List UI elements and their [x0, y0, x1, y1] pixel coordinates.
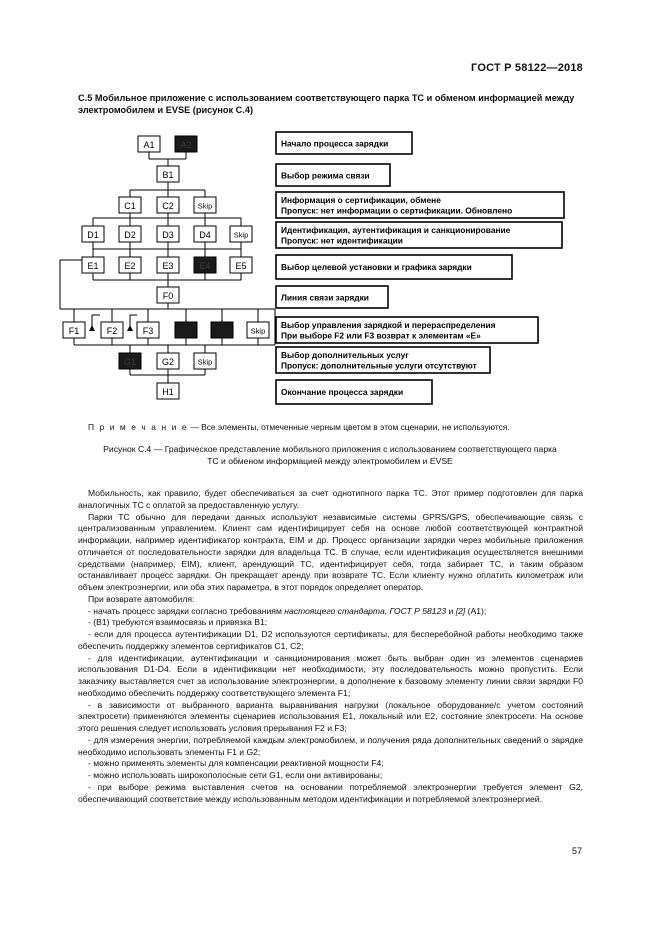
list-item-4: - для идентификации, аутентификации и санкционирования может быть выбран один из элементов сценариев использования D1-D4. Если в идентификации нет необходимости, эту последовательность можно пропустить. Если заказчику выставляется счет за использование электроэнергии, в дополнение к базовому элементу линии связи зарядки F0 необходимо обеспечить поддержку соответствующего элемента F1; — [78, 652, 583, 698]
standard-reference: настоящего стандарта, ГОСТ Р 58123 — [284, 605, 447, 616]
box-c1-label: C1 — [124, 201, 136, 211]
box-d4-label: D4 — [199, 230, 211, 240]
figure-note — [88, 422, 588, 432]
box-e5-label: E5 — [235, 261, 247, 271]
body-text — [78, 488, 583, 805]
box-c-skip-label: Skip — [197, 201, 213, 211]
figure-caption — [30, 444, 630, 467]
box-d-skip-label: Skip — [233, 230, 249, 240]
bibliography-reference: [2] — [455, 605, 466, 616]
label-control-2: При выборе F2 или F3 возврат к элементам «E» — [281, 330, 481, 341]
list-item-1-mid: и — [446, 605, 456, 616]
label-mode: Выбор режима связи — [281, 170, 370, 181]
box-f1-label: F1 — [68, 326, 80, 336]
box-d3-label: D3 — [162, 230, 174, 240]
label-start: Начало процесса зарядки — [281, 138, 389, 149]
label-services-2: Пропуск: дополнительные услуги отсутствуют — [281, 360, 477, 371]
caption-line-1: Рисунок С.4 — Графическое представление мобильного приложения с использованием соответствующего парка — [103, 444, 557, 454]
box-a2-label: A2 — [180, 140, 192, 150]
box-g-skip-label: Skip — [197, 357, 213, 367]
box-e3-label: E3 — [162, 261, 174, 271]
label-end: Окончание процесса зарядки — [281, 387, 404, 397]
list-item-3: - если для процесса аутентификации D1, D2 используются сертификаты, для бесперебойной работы необходимо также обеспечить поддержку элементов сертификатов С1, С2; — [78, 629, 583, 651]
paragraph-3: При возврате автомобиля: — [88, 593, 195, 604]
list-item-9: - при выборе режима выставления счетов на основании потребляемой электроэнергии требуется элемент G2, обеспечивающий соответствие между использованным методом идентификации и потребляемой электроэнергией. — [78, 781, 583, 804]
label-link: Линия связи зарядки — [281, 292, 369, 303]
box-f0-label: F0 — [162, 291, 174, 301]
box-e2-label: E2 — [124, 261, 136, 271]
list-item-2: - (B1) требуются взаимосвязь и привязка B1; — [88, 617, 268, 628]
section-title: С.5 Мобильное приложение с использованием соответствующего парка ТС и обменом информацией между электромобилем и EVSE (рисунок С.4) — [78, 93, 575, 115]
label-ident-1: Идентификация, аутентификация и санкционирование — [281, 225, 511, 235]
box-f-black-1 — [175, 322, 197, 338]
list-item-6: - для измерения энергии, потребляемой каждым электромобилем, и получения ряда дополнительных сведений о зарядке необходимо использовать элементы F1 и G2; — [78, 734, 583, 757]
list-item-5: - в зависимости от выбранного варианта выравнивания нагрузки (локальное оборудование/с учетом состояний электросети) применяются элементы сценариев использования E1, локальный или E2, состояние электросети. На основе этого решения следует использовать условия прерывания F2 и F3; — [78, 699, 583, 733]
list-item-1-pre: - начать процесс зарядки согласно требованиям — [88, 605, 285, 616]
box-b1-label: B1 — [162, 170, 174, 180]
box-f-skip-label: Skip — [250, 326, 266, 336]
note-text: — Все элементы, отмеченные черным цветом в этом сценарии, не используются. — [188, 422, 510, 432]
label-ident-2: Пропуск: нет идентификации — [281, 235, 403, 246]
list-item-7: - можно применять элементы для компенсации реактивной мощности F4; — [88, 758, 384, 769]
label-control-1: Выбор управления зарядкой и перераспределения — [281, 320, 496, 330]
box-d1-label: D1 — [87, 230, 99, 240]
box-f-black-2 — [211, 322, 233, 338]
box-g2-label: G2 — [161, 357, 175, 367]
flow-diagram — [0, 0, 661, 420]
page-number: 57 — [571, 846, 582, 856]
note-prefix: П р и м е ч а н и е — [88, 422, 189, 432]
box-a1-label: A1 — [143, 140, 155, 150]
box-e1-label: E1 — [87, 261, 99, 271]
box-c2-label: C2 — [162, 201, 174, 211]
paragraph-1: Мобильность, как правило, будет обеспечиваться за счет однотипного парка ТС. Этот пример подготовлен для парка аналогичных ТС с оплатой за предоставленную услугу. — [78, 488, 583, 510]
box-d2-label: D2 — [124, 230, 136, 240]
list-item-8: - можно использовать широкополосные сети G1, если они активированы; — [88, 770, 383, 780]
list-item-1 — [78, 606, 583, 618]
label-target: Выбор целевой установки и графика зарядки — [281, 262, 472, 272]
paragraph-2: Парки ТС обычно для передачи данных используют независимые системы GPRS/GPS, обеспечивающие связь с централизованным управлением. Клиент сам идентифицирует себя на основе любой соответствующей контрактной информации, например идентификатор контракта, EIM и др. Процесс организации зарядки через мобильные приложения отличается от последовательности зарядки для владельца ТС. В случае, если идентификация осуществляется внешними средствами (например, EIM), клиент, арендующий ТС, идентифицирует себя, тогда забирает ТС, и таким образом останавливает процесс зарядки. Он прекращает аренду при возврате ТС. Если клиенту нужно оплатить километраж или объем электроэнергии, или оба этих параметра, в этот порядок определяет оператор. — [78, 511, 583, 592]
document-code: ГОСТ Р 58122—2018 — [471, 62, 583, 74]
box-f3-label: F3 — [142, 326, 154, 336]
label-cert-2: Пропуск: нет информации о сертификации. Обновлено — [281, 205, 513, 216]
label-services-1: Выбор дополнительных услуг — [281, 350, 409, 360]
label-cert-1: Информация о сертификации, обмене — [281, 195, 441, 205]
box-h1-label: H1 — [162, 387, 174, 397]
caption-line-2: ТС и обменом информацией между электромобилем и EVSE — [207, 455, 453, 466]
box-g1-label: G1 — [123, 357, 137, 367]
box-f2-label: F2 — [106, 326, 118, 336]
box-e4-label: E4 — [199, 261, 211, 271]
list-item-1-post: (A1); — [465, 605, 487, 616]
